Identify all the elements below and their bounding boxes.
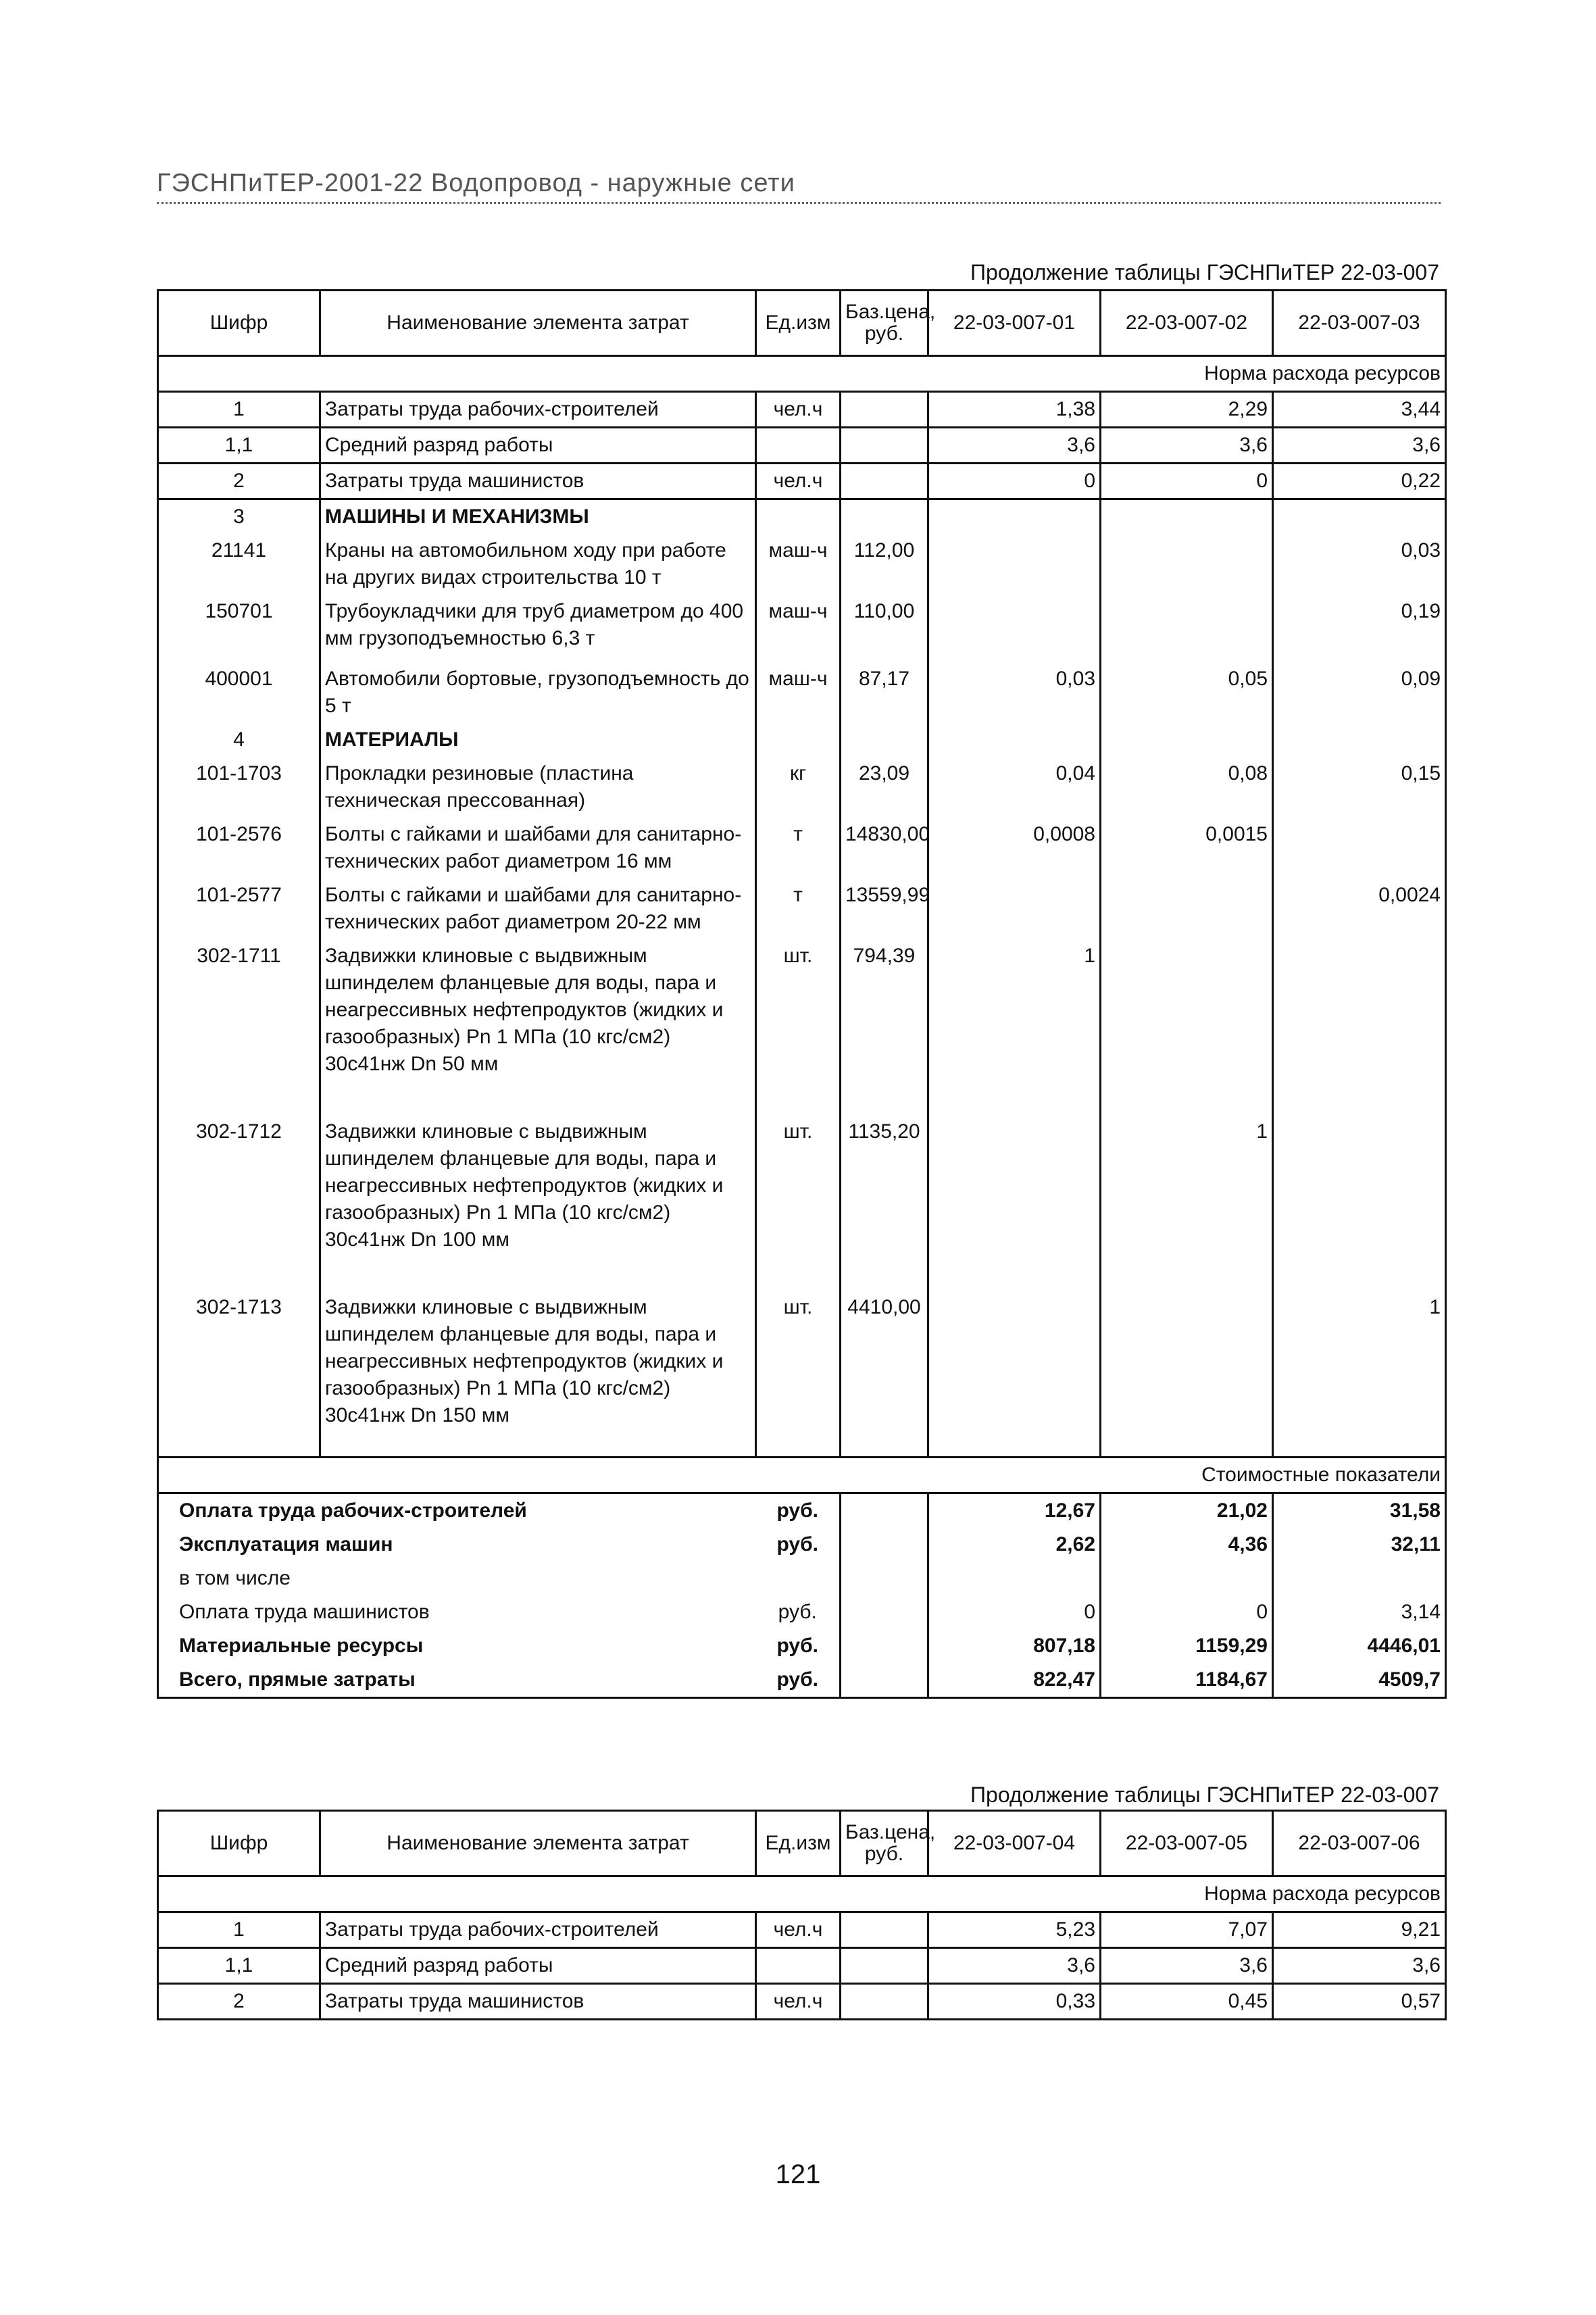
- cost-row-label: Эксплуатация машин: [158, 1528, 756, 1562]
- cost-row-value-3: 4509,7: [1273, 1663, 1446, 1698]
- cell-norm-2: 1: [1101, 1115, 1273, 1291]
- cell-norm-1: 1,38: [928, 392, 1101, 428]
- cell-code: 101-1703: [158, 757, 320, 818]
- cell-unit: шт.: [756, 1115, 841, 1291]
- column-header-norm-6: 22-03-007-06: [1273, 1811, 1446, 1876]
- section-title-materials: МАТЕРИАЛЫ: [320, 723, 756, 757]
- cell-code: 302-1711: [158, 939, 320, 1115]
- cell-norm-2: 7,07: [1101, 1912, 1273, 1948]
- cell-norm-1: [928, 1291, 1101, 1458]
- cost-row-price: [841, 1493, 928, 1528]
- cell-norm-3: [1273, 1115, 1446, 1291]
- cell-norm-1: 0,33: [928, 1984, 1101, 2020]
- norm-label: Норма расхода ресурсов: [158, 356, 1446, 392]
- cell-name: Прокладки резиновые (пластина техническая прессованная): [320, 757, 756, 818]
- cost-row-value-1: 0: [928, 1595, 1101, 1629]
- cost-row-price: [841, 1528, 928, 1562]
- cost-row-unit: руб.: [756, 1629, 841, 1663]
- cost-row-price: [841, 1663, 928, 1698]
- table-row: [158, 428, 1446, 464]
- column-header-unit: Ед.изм: [756, 291, 841, 356]
- cell-norm-2: 3,6: [1101, 428, 1273, 464]
- cell-norm-1: 0,03: [928, 662, 1101, 723]
- cell-norm-2: 3,6: [1101, 1948, 1273, 1984]
- cell-unit: чел.ч: [756, 464, 841, 499]
- cell-name: Болты с гайками и шайбами для санитарно-технических работ диаметром 16 мм: [320, 818, 756, 878]
- cell-price: 13559,99: [841, 878, 928, 939]
- cost-row-price: [841, 1595, 928, 1629]
- cost-row-label: Оплата труда рабочих-строителей: [158, 1493, 756, 1528]
- cell-name: Краны на автомобильном ходу при работе на других видах строительства 10 т: [320, 534, 756, 595]
- cell-norm-1: 3,6: [928, 1948, 1101, 1984]
- cell-price: 794,39: [841, 939, 928, 1115]
- cell-norm-2: [1101, 939, 1273, 1115]
- cell-norm-2: [1101, 878, 1273, 939]
- table-row: [158, 1912, 1446, 1948]
- cell-name: Средний разряд работы: [320, 428, 756, 464]
- table-row: [158, 818, 1446, 878]
- cell-norm-2: [1101, 723, 1273, 757]
- cell-code: 1: [158, 1912, 320, 1948]
- cost-row-value-1: [928, 1562, 1101, 1595]
- cost-row: [158, 1493, 1446, 1528]
- cost-row-label: Всего, прямые затраты: [158, 1663, 756, 1698]
- cost-row-value-3: 4446,01: [1273, 1629, 1446, 1663]
- cell-code: 4: [158, 723, 320, 757]
- table-row: [158, 878, 1446, 939]
- cost-row-unit: [756, 1562, 841, 1595]
- cell-name: Задвижки клиновые с выдвижным шпинделем фланцевые для воды, пара и неагрессивных нефтепродуктов (жидких и газообразных) Pn 1 МПа (10 кгс/см2) 30с41нж Dn 50 мм: [320, 939, 756, 1115]
- cost-row-value-3: 32,11: [1273, 1528, 1446, 1562]
- cell-unit: шт.: [756, 939, 841, 1115]
- cell-unit: маш-ч: [756, 534, 841, 595]
- norm-label-row: [158, 356, 1446, 392]
- table-row: [158, 1948, 1446, 1984]
- cost-row: [158, 1595, 1446, 1629]
- cell-unit: чел.ч: [756, 1984, 841, 2020]
- cell-price: 14830,00: [841, 818, 928, 878]
- cell-norm-3: [1273, 499, 1446, 534]
- cell-price: 87,17: [841, 662, 928, 723]
- table-row: [158, 464, 1446, 499]
- cell-norm-3: 3,6: [1273, 1948, 1446, 1984]
- cost-row-price: [841, 1562, 928, 1595]
- cell-name: Средний разряд работы: [320, 1948, 756, 1984]
- cell-code: 21141: [158, 534, 320, 595]
- cell-unit: маш-ч: [756, 662, 841, 723]
- cost-row-value-2: 1159,29: [1101, 1629, 1273, 1663]
- cost-row-unit: руб.: [756, 1595, 841, 1629]
- table-row: [158, 1115, 1446, 1291]
- cell-norm-1: [928, 499, 1101, 534]
- cell-name: Затраты труда рабочих-строителей: [320, 1912, 756, 1948]
- cost-row-value-2: [1101, 1562, 1273, 1595]
- cost-row-value-1: 12,67: [928, 1493, 1101, 1528]
- cell-unit: шт.: [756, 1291, 841, 1458]
- cost-row-value-2: 4,36: [1101, 1528, 1273, 1562]
- cell-norm-3: [1273, 723, 1446, 757]
- table-header-row: [158, 1811, 1446, 1876]
- cell-norm-1: [928, 595, 1101, 662]
- cell-unit: [756, 499, 841, 534]
- page-number: 121: [775, 2160, 821, 2189]
- cell-norm-2: 0,45: [1101, 1984, 1273, 2020]
- cell-name: Задвижки клиновые с выдвижным шпинделем фланцевые для воды, пара и неагрессивных нефтепродуктов (жидких и газообразных) Pn 1 МПа (10 кгс/см2) 30с41нж Dn 150 мм: [320, 1291, 756, 1458]
- table1-continuation: Продолжение таблицы ГЭСНПиТЕР 22-03-007: [970, 260, 1439, 284]
- cost-row-unit: руб.: [756, 1663, 841, 1698]
- cell-norm-3: 3,6: [1273, 428, 1446, 464]
- cell-price: [841, 499, 928, 534]
- column-header-norm-3: 22-03-007-03: [1273, 291, 1446, 356]
- cost-label-row: [158, 1458, 1446, 1493]
- cell-norm-3: 0,03: [1273, 534, 1446, 595]
- cell-norm-1: 3,6: [928, 428, 1101, 464]
- column-header-price: Баз.цена, руб.: [841, 291, 928, 356]
- column-header-price: Баз.цена, руб.: [841, 1811, 928, 1876]
- cell-norm-3: [1273, 818, 1446, 878]
- cell-price: 1135,20: [841, 1115, 928, 1291]
- table-row: [158, 1291, 1446, 1458]
- cell-norm-2: [1101, 499, 1273, 534]
- cell-norm-3: 0,09: [1273, 662, 1446, 723]
- cell-norm-2: 0,05: [1101, 662, 1273, 723]
- cell-norm-2: [1101, 534, 1273, 595]
- cost-row-label: Материальные ресурсы: [158, 1629, 756, 1663]
- column-header-name: Наименование элемента затрат: [320, 291, 756, 356]
- cell-norm-1: 0,0008: [928, 818, 1101, 878]
- cell-norm-2: 0,08: [1101, 757, 1273, 818]
- table-row: [158, 392, 1446, 428]
- cost-row-value-1: 822,47: [928, 1663, 1101, 1698]
- cell-name: Автомобили бортовые, грузоподъемность до 5 т: [320, 662, 756, 723]
- cell-code: 302-1712: [158, 1115, 320, 1291]
- table2-continuation: Продолжение таблицы ГЭСНПиТЕР 22-03-007: [970, 1783, 1439, 1807]
- cell-norm-1: 0,04: [928, 757, 1101, 818]
- table-row: [158, 757, 1446, 818]
- cell-norm-3: 0,15: [1273, 757, 1446, 818]
- cost-row: [158, 1629, 1446, 1663]
- cell-price: 23,09: [841, 757, 928, 818]
- cell-code: 101-2577: [158, 878, 320, 939]
- cell-code: 1: [158, 392, 320, 428]
- cell-price: [841, 428, 928, 464]
- cell-code: 101-2576: [158, 818, 320, 878]
- cell-name: Затраты труда рабочих-строителей: [320, 392, 756, 428]
- column-header-code: Шифр: [158, 291, 320, 356]
- cell-unit: кг: [756, 757, 841, 818]
- cell-name: Затраты труда машинистов: [320, 464, 756, 499]
- cell-norm-1: 0: [928, 464, 1101, 499]
- cell-unit: чел.ч: [756, 1912, 841, 1948]
- resource-table-1: [157, 289, 1447, 1699]
- cost-row-unit: руб.: [756, 1493, 841, 1528]
- cost-row: [158, 1528, 1446, 1562]
- cell-code: 400001: [158, 662, 320, 723]
- cell-norm-2: 2,29: [1101, 392, 1273, 428]
- column-header-norm-2: 22-03-007-02: [1101, 291, 1273, 356]
- cost-row: [158, 1562, 1446, 1595]
- cell-price: [841, 723, 928, 757]
- table-header-row: [158, 291, 1446, 356]
- cell-norm-1: 1: [928, 939, 1101, 1115]
- cost-row-price: [841, 1629, 928, 1663]
- cost-label: Стоимостные показатели: [158, 1458, 1446, 1493]
- cell-norm-1: [928, 534, 1101, 595]
- cost-row-value-2: 21,02: [1101, 1493, 1273, 1528]
- cell-name: Трубоукладчики для труб диаметром до 400 мм грузоподъемностью 6,3 т: [320, 595, 756, 662]
- column-header-norm-4: 22-03-007-04: [928, 1811, 1101, 1876]
- cell-code: 150701: [158, 595, 320, 662]
- cell-norm-3: 0,19: [1273, 595, 1446, 662]
- cell-unit: маш-ч: [756, 595, 841, 662]
- cell-norm-3: 1: [1273, 1291, 1446, 1458]
- cost-row-total: [158, 1663, 1446, 1698]
- column-header-name: Наименование элемента затрат: [320, 1811, 756, 1876]
- cell-norm-1: [928, 723, 1101, 757]
- cost-row-value-2: 0: [1101, 1595, 1273, 1629]
- table-row: [158, 595, 1446, 662]
- cell-price: [841, 1948, 928, 1984]
- cell-unit: [756, 723, 841, 757]
- cell-code: 2: [158, 1984, 320, 2020]
- cell-norm-3: 0,57: [1273, 1984, 1446, 2020]
- cell-norm-1: [928, 878, 1101, 939]
- cell-code: 1,1: [158, 428, 320, 464]
- page-header: ГЭСНПиТЕР-2001-22 Водопровод - наружные сети: [157, 169, 1441, 204]
- section-row-machines: [158, 499, 1446, 534]
- cell-norm-2: 0,0015: [1101, 818, 1273, 878]
- norm-label: Норма расхода ресурсов: [158, 1876, 1446, 1912]
- cell-price: 112,00: [841, 534, 928, 595]
- cell-price: 110,00: [841, 595, 928, 662]
- norm-label-row: [158, 1876, 1446, 1912]
- table-row: [158, 939, 1446, 1115]
- cell-norm-2: [1101, 595, 1273, 662]
- cell-code: 2: [158, 464, 320, 499]
- cell-price: [841, 1912, 928, 1948]
- cell-name: Болты с гайками и шайбами для санитарно-технических работ диаметром 20-22 мм: [320, 878, 756, 939]
- cost-row-unit: руб.: [756, 1528, 841, 1562]
- cell-price: [841, 464, 928, 499]
- cell-price: [841, 392, 928, 428]
- cell-code: 302-1713: [158, 1291, 320, 1458]
- cost-row-value-3: [1273, 1562, 1446, 1595]
- cost-row-label: Оплата труда машинистов: [158, 1595, 756, 1629]
- table-row: [158, 662, 1446, 723]
- cell-norm-3: 9,21: [1273, 1912, 1446, 1948]
- cell-unit: т: [756, 878, 841, 939]
- cell-unit: т: [756, 818, 841, 878]
- cell-norm-3: [1273, 939, 1446, 1115]
- section-title-machines: МАШИНЫ И МЕХАНИЗМЫ: [320, 499, 756, 534]
- table-row: [158, 534, 1446, 595]
- column-header-norm-5: 22-03-007-05: [1101, 1811, 1273, 1876]
- cell-code: 3: [158, 499, 320, 534]
- cell-unit: чел.ч: [756, 392, 841, 428]
- cell-name: Задвижки клиновые с выдвижным шпинделем фланцевые для воды, пара и неагрессивных нефтепродуктов (жидких и газообразных) Pn 1 МПа (10 кгс/см2) 30с41нж Dn 100 мм: [320, 1115, 756, 1291]
- cost-row-value-3: 31,58: [1273, 1493, 1446, 1528]
- cell-norm-3: 3,44: [1273, 392, 1446, 428]
- column-header-code: Шифр: [158, 1811, 320, 1876]
- cell-norm-3: 0,22: [1273, 464, 1446, 499]
- cost-row-value-3: 3,14: [1273, 1595, 1446, 1629]
- cell-price: 4410,00: [841, 1291, 928, 1458]
- cell-norm-1: 5,23: [928, 1912, 1101, 1948]
- table-row: [158, 1984, 1446, 2020]
- cell-name: Затраты труда машинистов: [320, 1984, 756, 2020]
- cost-row-value-2: 1184,67: [1101, 1663, 1273, 1698]
- resource-table-2: [157, 1810, 1447, 2020]
- section-row-materials: [158, 723, 1446, 757]
- cost-row-label: в том числе: [158, 1562, 756, 1595]
- cell-norm-2: [1101, 1291, 1273, 1458]
- cost-row-value-1: 2,62: [928, 1528, 1101, 1562]
- cost-row-value-1: 807,18: [928, 1629, 1101, 1663]
- cell-norm-2: 0: [1101, 464, 1273, 499]
- cell-unit: [756, 1948, 841, 1984]
- cell-norm-1: [928, 1115, 1101, 1291]
- column-header-unit: Ед.изм: [756, 1811, 841, 1876]
- cell-code: 1,1: [158, 1948, 320, 1984]
- cell-norm-3: 0,0024: [1273, 878, 1446, 939]
- cell-price: [841, 1984, 928, 2020]
- column-header-norm-1: 22-03-007-01: [928, 291, 1101, 356]
- cell-unit: [756, 428, 841, 464]
